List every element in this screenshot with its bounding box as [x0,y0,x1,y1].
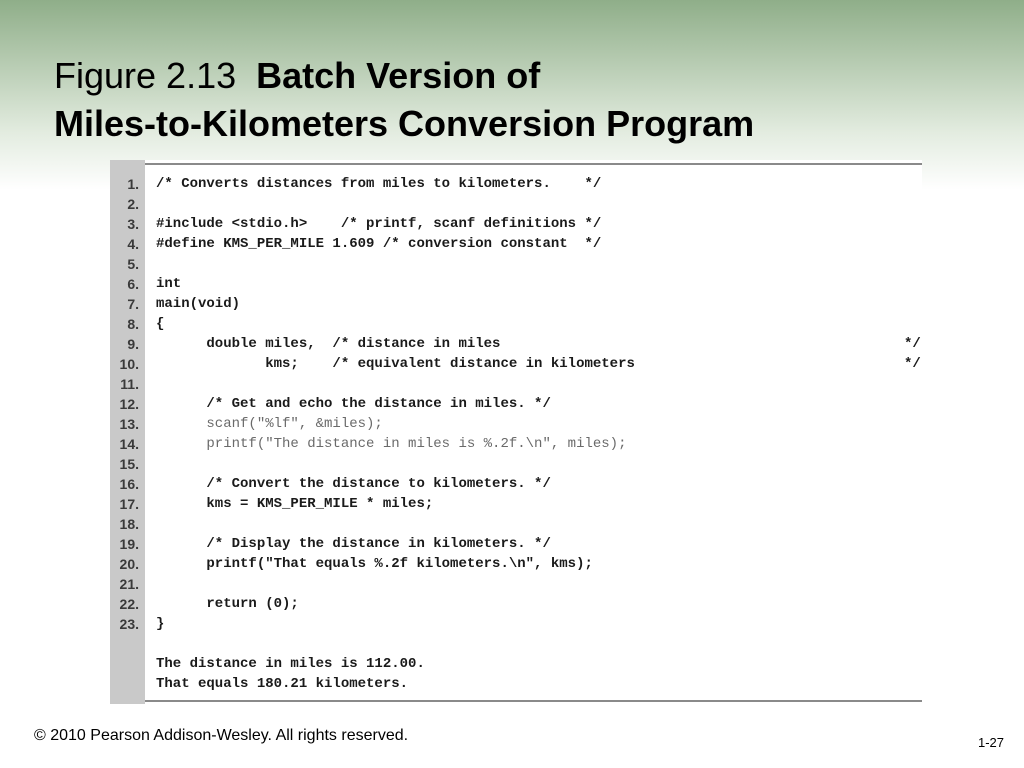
code-line [156,254,635,274]
source-code [156,174,921,634]
line-number: 14. [119,436,139,452]
line-number: 2. [127,196,139,212]
code-line [156,454,635,474]
title-line-1: Batch Version of [256,55,541,96]
code-line: } [156,616,165,632]
line-number: 1. [127,176,139,192]
line-number: 5. [127,256,139,272]
program-output [156,654,425,694]
code-line: printf("That equals %.2f kilometers.\n", kms); [156,556,593,572]
top-rule [145,163,922,165]
line-number: 4. [127,236,139,252]
page-number: 1-27 [977,735,1004,750]
line-number: 12. [119,396,139,412]
code-line-10 [156,354,921,374]
line-number: 18. [119,516,139,532]
code-line: kms = KMS_PER_MILE * miles; [156,496,434,512]
code-line: #include <stdio.h> /* printf, scanf definitions */ [156,216,602,232]
code-figure [110,160,922,704]
comment-close: */ [904,356,921,372]
line-number: 7. [127,296,139,312]
code-line: printf("The distance in miles is %.2f.\n", miles); [156,436,627,452]
line-number: 23. [119,616,139,632]
code-line [156,374,635,394]
line-number: 6. [127,276,139,292]
code-line: /* Display the distance in kilometers. */ [156,536,551,552]
code-line [156,574,635,594]
line-number: 8. [127,316,139,332]
line-number: 3. [127,216,139,232]
code-line: /* Convert the distance to kilometers. */ [156,476,551,492]
line-number: 22. [119,596,139,612]
code-line: main(void) [156,296,241,312]
line-number: 15. [119,456,139,472]
code-line-9 [156,334,921,354]
line-number: 17. [119,496,139,512]
code-line: int [156,276,182,292]
line-number: 16. [119,476,139,492]
code-line: return (0); [156,596,299,612]
slide-title [54,52,754,148]
code-line: /* Converts distances from miles to kilometers. */ [156,176,602,192]
code-line: { [156,316,165,332]
code-line: #define KMS_PER_MILE 1.609 /* conversion constant */ [156,236,602,252]
code-line [156,514,635,534]
line-number: 10. [119,356,139,372]
code-line: kms; /* equivalent distance in kilometers [156,356,635,372]
bottom-rule [145,700,922,702]
line-number: 11. [120,376,139,392]
comment-close: */ [904,336,921,352]
line-number: 19. [119,536,139,552]
code-line: /* Get and echo the distance in miles. */ [156,396,551,412]
title-line-2: Miles-to-Kilometers Conversion Program [54,103,755,144]
line-number: 9. [127,336,139,352]
copyright-notice: © 2010 Pearson Addison-Wesley. All rights reserved. [34,727,409,744]
output-line: The distance in miles is 112.00. [156,656,425,672]
line-numbers [110,174,139,634]
line-number: 20. [119,556,139,572]
code-line: double miles, /* distance in miles [156,336,501,352]
code-line: scanf("%lf", &miles); [156,416,383,432]
line-number: 21. [119,576,139,592]
code-line [156,194,635,214]
figure-number: Figure 2.13 [54,55,237,96]
line-number: 13. [119,416,139,432]
output-line: That equals 180.21 kilometers. [156,676,409,692]
